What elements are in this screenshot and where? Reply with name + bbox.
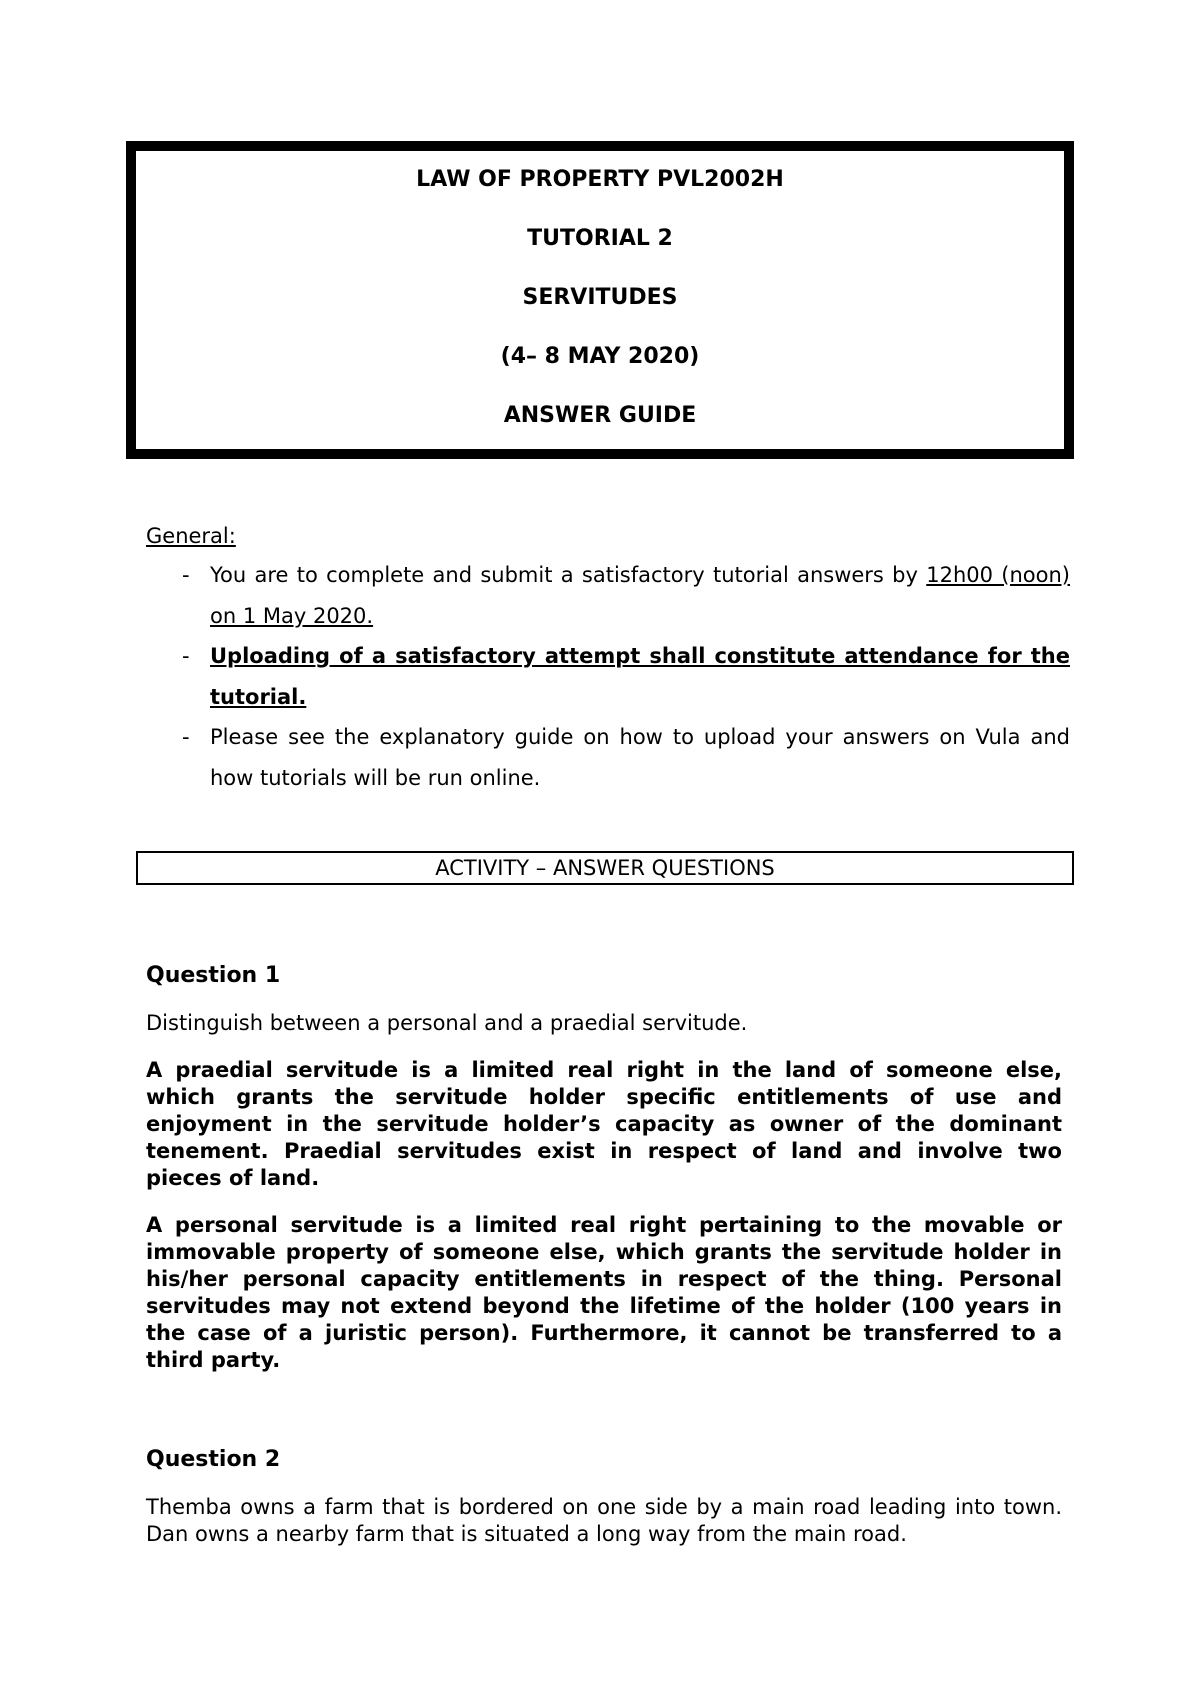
deadline-text: 12h00 (noon) on 1 May 2020. [210,563,1070,628]
answer-paragraph: A personal servitude is a limited real right pertaining to the movable or immovable property of someone else, which grants the servitude holder in his/her personal capacity entitlements in respect of the thing. Personal servitudes may not extend beyond the lifetime of the holder (100 years in the case of a juristic person). Furthermore, it cannot be transferred to a third party. [146,1213,1062,1372]
bullet-dash: - [182,725,190,749]
date-range: (4– 8 MAY 2020) [500,344,700,369]
title-box [126,141,1074,459]
bullet-text: You are to complete and submit a satisfactory tutorial answers by [210,563,927,587]
bullet-dash: - [182,563,190,587]
topic-title: SERVITUDES [522,285,678,310]
list-item [110,555,1070,636]
question-heading: Question 2 [146,1447,281,1472]
general-heading: General: [146,524,236,548]
question-heading: Question 1 [146,963,281,988]
activity-banner: ACTIVITY – ANSWER QUESTIONS [136,851,1074,885]
list-item [110,636,1070,717]
question-prompt: Distinguish between a personal and a praedial servitude. [146,1011,748,1035]
course-title: LAW OF PROPERTY PVL2002H [416,167,784,192]
bullet-dash: - [182,644,190,668]
question-2-section [146,1446,1062,1548]
question-prompt: Themba owns a farm that is bordered on one side by a main road leading into town. Dan owns a nearby farm that is situated a long way from the main road. [146,1495,1062,1546]
general-bullet-list [110,555,1070,798]
attendance-note: Uploading of a satisfactory attempt shall constitute attendance for the tutorial. [210,644,1070,709]
bullet-text: Please see the explanatory guide on how to upload your answers on Vula and how tutorials will be run online. [210,725,1070,790]
answer-paragraph: A praedial servitude is a limited real right in the land of someone else, which grants the servitude holder specific entitlements of use and enjoyment in the servitude holder’s capacity as owner of the dominant tenement. Praedial servitudes exist in respect of land and involve two pieces of land. [146,1058,1062,1190]
question-1-section [146,962,1062,1374]
list-item [110,717,1070,798]
general-section [146,521,1066,551]
tutorial-number: TUTORIAL 2 [527,226,673,251]
document-type: ANSWER GUIDE [503,403,697,428]
